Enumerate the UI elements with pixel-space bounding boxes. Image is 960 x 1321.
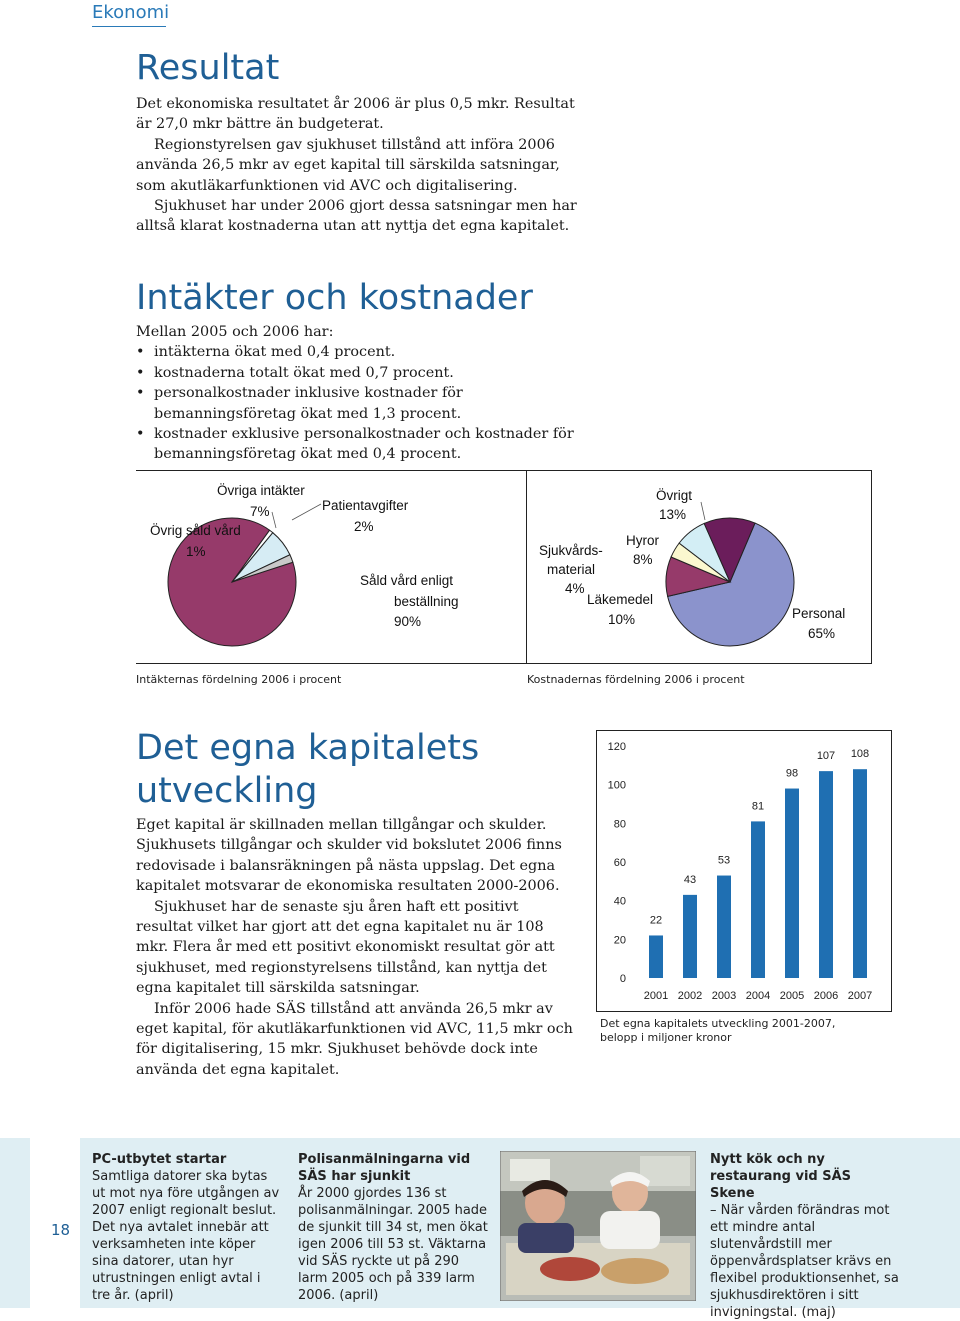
footer-news-2 <box>298 1151 490 1304</box>
intakter-title: Intäkter och kostnader <box>136 278 533 318</box>
intakter-bullet-list <box>136 342 586 464</box>
kostnader-chart-caption: Kostnadernas fördelning 2006 i procent <box>527 673 745 686</box>
bar-2004 <box>751 821 765 978</box>
leader-line <box>272 512 276 528</box>
caption-line: Det egna kapitalets utveckling 2001-2007, <box>600 1017 836 1030</box>
news-text: Samtliga datorer ska bytas ut mot nya före utgången av 2007 enligt regionalt beslut. Det nya avtalet innebär att verksamheten inte köper sina datorer, utan hyr utrustningen enligt avtal i tre år. (april) <box>92 1169 280 1303</box>
pie-value: 8% <box>633 552 653 567</box>
kapital-paragraph-1: Eget kapital är skillnaden mellan tillgångar och skulder. Sjukhusets tillgångar och skulder vid bokslutet 2006 finns redovisade i balansräkningen på nästa uppslag. Det egna kapitalet motsvarar de ekonomiska resultaten 2000-2006. <box>136 817 562 895</box>
x-tick-label: 2005 <box>779 990 805 1002</box>
pie-label: Patientavgifter <box>322 498 409 513</box>
footer-news-3 <box>710 1151 900 1321</box>
resultat-text <box>136 94 591 237</box>
section-underline <box>92 26 166 27</box>
section-label: Ekonomi <box>92 2 170 23</box>
pie-label: Sjukvårds- <box>539 543 603 558</box>
x-tick-label: 2004 <box>745 990 771 1002</box>
x-tick-label: 2006 <box>813 990 839 1002</box>
pie-label: Övrig såld vård <box>150 523 241 538</box>
list-item: • personalkostnader inklusive kostnader för bemanningsföretag ökat med 1,3 procent. <box>136 383 586 424</box>
pie-value: 7% <box>250 504 270 519</box>
pie-value: 90% <box>394 614 422 629</box>
pie-label: Övrigt <box>656 488 693 503</box>
bar-value-label: 108 <box>850 748 870 761</box>
kitchen-photo <box>500 1151 696 1301</box>
pie-label: beställning <box>394 594 459 609</box>
news-text: – När vården förändras mot ett mindre antal slutenvårdstill mer öppenvårdsplatser krävs en flexibel produktionsenhet, sa sjukhusdirektören i sitt invigningstal. (maj) <box>710 1203 899 1320</box>
news-title: PC-utbytet startar <box>92 1152 227 1167</box>
bar-value-label: 81 <box>751 800 765 813</box>
kapital-title-line-1: Det egna kapitalets <box>136 728 480 768</box>
x-tick-label: 2003 <box>711 990 737 1002</box>
pie-label: Läkemedel <box>587 592 654 607</box>
x-tick-label: 2002 <box>677 990 703 1002</box>
list-item: • intäkterna ökat med 0,4 procent. <box>136 342 586 362</box>
bar-2001 <box>649 935 663 978</box>
resultat-paragraph-2: Regionstyrelsen gav sjukhuset tillstånd att införa 2006 använda 26,5 mkr av eget kapital till särskilda satsningar, som akutläkarfunktionen vid AVC och digitalisering. <box>136 136 560 194</box>
news-title: Polisanmälningarna vid SÄS har sjunkit <box>298 1152 471 1184</box>
kapital-paragraph-2: Sjukhuset har de senaste sju åren haft ett positivt resultat vilket har gjort att det egna kapitalet nu är 108 mkr. Flera år med ett positivt ekonomiskt resultat gör att sjukhuset, med regionstyrelsens tillstånd, kan nyttja det egna kapitalet till särskilda satsningar. <box>136 898 555 997</box>
kapital-bar-chart <box>596 730 892 1012</box>
footer-news-1 <box>92 1151 282 1304</box>
y-tick-label: 80 <box>613 818 626 831</box>
kapital-text <box>136 815 578 1080</box>
bar-value-label: 98 <box>785 767 799 780</box>
bar-value-label: 53 <box>717 854 731 867</box>
y-tick-label: 100 <box>607 779 626 792</box>
resultat-paragraph-1: Det ekonomiska resultatet år 2006 är plus 0,5 mkr. Resultat är 27,0 mkr bättre än budgeterat. <box>136 96 575 133</box>
y-tick-label: 120 <box>607 741 626 753</box>
y-tick-label: 60 <box>613 857 626 869</box>
news-text: År 2000 gjordes 136 st polisanmälningar. 2005 hade de sjunkit till 34 st, men ökat igen 2006 till 53 st. Väktarna vid SÄS ryckte ut på 290 larm 2005 och på 339 larm 2006. (april) <box>298 1186 488 1303</box>
intakter-intro: Mellan 2005 och 2006 har: <box>136 324 334 340</box>
kapital-paragraph-3: Inför 2006 hade SÄS tillstånd att använda 26,5 mkr av eget kapital, för akutläkarfunktionen vid AVC, 11,5 mkr och för digitalisering, 15 mkr. Sjukhuset behövde dock inte använda det egna kapitalet. <box>136 1000 573 1078</box>
leader-line <box>292 504 321 520</box>
pie-value: 1% <box>186 544 206 559</box>
pie-label: Såld vård enligt <box>360 573 454 588</box>
pie-value: 65% <box>808 626 836 641</box>
bar-2002 <box>683 895 697 978</box>
bar-chart-frame <box>597 731 892 1012</box>
caption-line: belopp i miljoner kronor <box>600 1031 732 1044</box>
bar-value-label: 22 <box>649 914 663 927</box>
bar-value-label: 43 <box>683 873 697 886</box>
list-item: • kostnaderna totalt ökat med 0,7 procent. <box>136 363 586 383</box>
x-tick-label: 2001 <box>643 990 669 1002</box>
intakter-chart-caption: Intäkternas fördelning 2006 i procent <box>136 673 342 686</box>
intakter-text <box>136 322 586 465</box>
news-title: Nytt kök och ny restaurang vid SÄS Skene <box>710 1152 852 1201</box>
y-tick-label: 40 <box>613 895 626 908</box>
pie-value: 4% <box>565 581 585 596</box>
pie-value: 13% <box>659 507 687 522</box>
resultat-title: Resultat <box>136 48 280 88</box>
bar-value-label: 107 <box>816 750 836 763</box>
pie-label: material <box>547 562 596 577</box>
leader-line <box>701 502 705 520</box>
bar-2007 <box>853 769 867 978</box>
pie-value: 10% <box>608 612 636 627</box>
y-tick-label: 20 <box>613 934 626 947</box>
x-tick-label: 2007 <box>847 990 873 1002</box>
kapital-title-line-2: utveckling <box>136 771 318 811</box>
y-tick-label: 0 <box>619 973 626 985</box>
bar-2006 <box>819 771 833 978</box>
resultat-paragraph-3: Sjukhuset har under 2006 gjort dessa satsningar men har alltså klarat kostnaderna utan att nyttja det egna kapitalet. <box>136 198 577 235</box>
kapital-chart-caption <box>600 1017 835 1045</box>
pie-label: Personal <box>792 606 846 621</box>
list-item: • kostnader exklusive personalkostnader och kostnader för bemanningsföretag ökat med 0,4 procent. <box>136 424 586 465</box>
pie-value: 2% <box>354 519 374 534</box>
pie-label: Hyror <box>626 533 659 548</box>
bar-2005 <box>785 789 799 978</box>
kapital-title <box>136 727 479 813</box>
page-number: 18 <box>51 1221 71 1239</box>
bar-2003 <box>717 876 731 978</box>
pie-label: Övriga intäkter <box>217 483 305 498</box>
